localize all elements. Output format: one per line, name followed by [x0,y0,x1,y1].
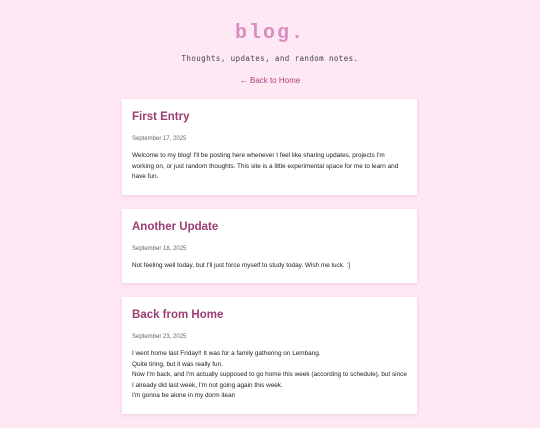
post-body [132,261,407,272]
site-tagline: Thoughts, updates, and random notes. [181,54,359,63]
post-paragraph: I'm gonna be alone in my dorm itean [132,392,236,399]
post-list [122,99,417,428]
post-card-another-update [122,209,417,284]
post-paragraph: Quite tiring, but it was really fun. [132,360,223,368]
site-title: blog. [234,22,305,45]
post-title[interactable]: Another Update [132,220,219,233]
post-title[interactable]: First Entry [132,111,190,123]
post-title[interactable]: Back from Home [132,309,224,321]
post-paragraph: Welcome to my blog! I'll be posting here whenever I feel like sharing updates, projects I'm working on, or just random thoughts. This site is a little experimental space for me to learn and have fun. [132,152,399,180]
post-date: September 23, 2025 [132,334,187,340]
post-body [132,151,407,183]
site-header [0,0,540,88]
post-paragraph: Now I'm back, and I'm actually supposed to go home this week (according to schedule), but since I already did last week, I'm not going again this week. [132,371,407,389]
post-paragraph: Not feeling well today, but I'll just force myself to study today. Wish me luck. :] [132,261,350,269]
post-card-back-from-home [122,297,417,414]
post-date: September 17, 2025 [132,136,187,142]
post-paragraph: I went home last Friday!! It was for a family gathering on Lembang. [132,350,321,357]
back-to-home-link[interactable]: ← Back to Home [239,76,301,85]
post-date: September 18, 2025 [132,245,187,252]
post-card-first-entry [122,99,417,195]
post-body [132,349,407,402]
